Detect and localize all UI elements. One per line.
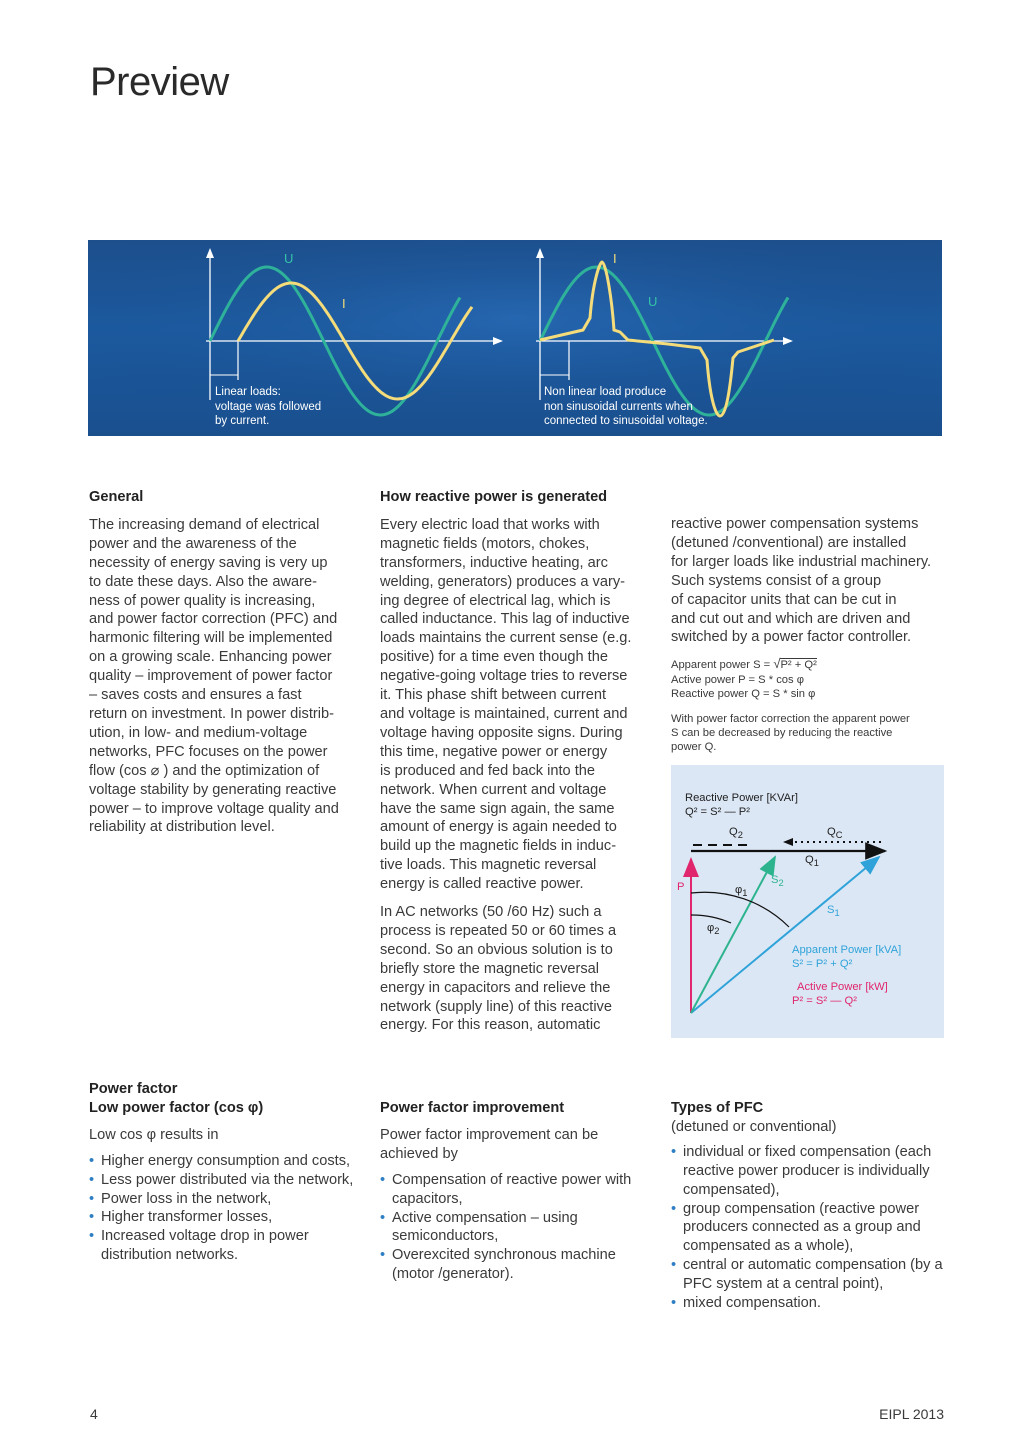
reactive-text-line: second. So an obvious solution is to (380, 941, 613, 958)
reactive-text-line: transformers, inductive heating, arc (380, 554, 608, 571)
types-item: • group compensation (reactive power producers connected as a group and compensated as a whole), (671, 1200, 946, 1257)
pfc-note-line: With power factor correction the apparent power (671, 712, 910, 725)
q1-label: $Q_1$ (805, 854, 819, 869)
s1-label: $S_1$ (827, 904, 840, 919)
left-caption-line: Linear loads: (215, 386, 281, 398)
phi1-label: $\varphi_1$ (735, 884, 748, 899)
compensation-text-line: and cut out and which are driven and (671, 610, 911, 627)
power-triangle-diagram (671, 765, 944, 1038)
compensation-text-line: of capacitor units that can be cut in (671, 591, 897, 608)
reactive-text-line: called inductance. This lag of inductive (380, 611, 630, 628)
general-text-line: ution, in low- and medium-voltage (89, 724, 308, 741)
reactive-text-line: ing degree of electrical lag, which is (380, 592, 611, 609)
page-title: Preview (90, 60, 229, 104)
reactive-text-line: voltage having opposite signs. During (380, 724, 623, 741)
reactive-text-line: loads maintains the current sense (e.g. (380, 630, 632, 647)
power-factor-item: • Higher energy consumption and costs, (89, 1152, 364, 1171)
general-heading: General (89, 489, 144, 505)
reactive-text-line: energy in capacitors and relieve the (380, 979, 611, 996)
right-caption (544, 385, 708, 429)
reactive-text-line: In AC networks (50 /60 Hz) such a (380, 904, 602, 921)
formula-reactive: Reactive power Q = S * sin φ (671, 688, 816, 701)
compensation-section (671, 515, 956, 755)
compensation-text-line: reactive power compensation systems (671, 516, 919, 532)
general-text-line: voltage stability by generating reactive (89, 781, 337, 798)
compensation-text-line: (detuned /conventional) are installed (671, 534, 907, 551)
power-factor-item: • Less power distributed via the network, (89, 1171, 364, 1190)
reactive-section (380, 488, 655, 1035)
power-factor-section (89, 1080, 364, 1265)
reactive-text-line: have the same sign again, the same (380, 800, 615, 817)
power-formulas (671, 657, 956, 701)
reactive-text-line: this time, negative power or energy (380, 743, 608, 760)
right-caption-line: Non linear load produce (544, 386, 667, 398)
reactive-text-line: build up the magnetic fields in induc- (380, 838, 617, 855)
reactive-text-line: and voltage is maintained, current and (380, 705, 628, 722)
general-text-line: power – to improve voltage quality and (89, 800, 339, 817)
reactive-power-title: Reactive Power [KVAr] (685, 792, 798, 804)
left-u-label: U (284, 251, 294, 266)
general-text-line: ness of power quality is increasing, (89, 592, 316, 609)
general-text-line: reliability at distribution level. (89, 819, 275, 836)
page-number: 4 (90, 1406, 98, 1422)
compensation-text-line: Such systems consist of a group (671, 572, 882, 589)
general-text-line: and power factor correction (PFC) and (89, 611, 338, 628)
pfc-note-line: S can be decreased by reducing the reactive (671, 726, 893, 739)
reactive-text-line: energy is called reactive power. (380, 876, 584, 893)
types-subheading: (detuned or conventional) (671, 1118, 837, 1135)
general-text-line: to date these days. Also the aware- (89, 573, 317, 590)
reactive-text-line: briefly store the magnetic reversal (380, 960, 599, 977)
formula-apparent: Apparent power S = √P² + Q² (671, 656, 817, 672)
reactive-heading: How reactive power is generated (380, 489, 608, 505)
left-caption-line: by current. (215, 415, 270, 427)
general-text-line: – saves costs and ensures a fast (89, 687, 302, 704)
left-caption-line: voltage was followed (215, 400, 322, 413)
pfc-note (671, 712, 956, 755)
types-item: • individual or fixed compensation (each reactive power producer is individually compensated), (671, 1143, 946, 1200)
power-factor-intro: Low cos φ results in (89, 1126, 219, 1143)
improvement-item: • Compensation of reactive power with capacitors, (380, 1171, 655, 1209)
pfc-note-line: power Q. (671, 741, 717, 754)
apparent-power-title: Apparent Power [kVA] (792, 944, 902, 956)
s2-arrow (691, 857, 775, 1013)
general-text-line: quality – improvement of power factor (89, 668, 333, 685)
reactive-text-line: magnetic fields (motors, chokes, (380, 535, 590, 552)
power-factor-list (89, 1152, 364, 1265)
active-power-title: Active Power [kW] (797, 981, 888, 993)
left-caption (215, 385, 321, 429)
p-label: P (677, 881, 685, 893)
improvement-item: • Active compensation – using semiconductors, (380, 1209, 655, 1247)
active-power-formula: P² = S² — Q² (792, 995, 857, 1007)
power-factor-item: • Increased voltage drop in power distribution networks. (89, 1227, 364, 1265)
general-text-line: flow (cos ⌀ ) and the optimization of (89, 762, 320, 779)
right-caption-line: connected to sinusoidal voltage. (544, 415, 708, 427)
compensation-text-line: switched by a power factor controller. (671, 629, 912, 646)
general-text-line: harmonic filtering will be implemented (89, 630, 333, 647)
power-factor-item: • Higher transformer losses, (89, 1208, 364, 1227)
q2-label: $Q_2$ (729, 826, 743, 841)
improvement-section (380, 1099, 655, 1284)
reactive-paragraph-2 (380, 903, 655, 1035)
left-i-label: I (342, 296, 346, 311)
types-item: • central or automatic compensation (by a PFC system at a central point), (671, 1256, 946, 1294)
types-heading: Types of PFC (671, 1100, 764, 1116)
reactive-text-line: network. When current and voltage (380, 781, 607, 798)
general-text-line: return on investment. In power distrib- (89, 705, 334, 722)
types-list (671, 1143, 946, 1313)
reactive-text-line: network (supply line) of this reactive (380, 998, 612, 1015)
general-section (89, 488, 364, 837)
reactive-text-line: positive) for a time even though the (380, 649, 608, 666)
improvement-list (380, 1171, 655, 1284)
reactive-text-line: amount of energy is again needed to (380, 819, 617, 836)
reactive-text-line: welding, generators) produces a vary- (380, 573, 625, 590)
reactive-power-formula: Q² = S² — P² (685, 806, 750, 818)
formula-active: Active power P = S * cos φ (671, 673, 804, 686)
reactive-text-line: tive loads. This magnetic reversal (380, 857, 597, 874)
reactive-text-line: is produced and fed back into the (380, 762, 596, 779)
general-text-line: power and the awareness of the (89, 535, 297, 552)
reactive-text-line: Every electric load that works with (380, 516, 600, 533)
general-text-line: The increasing demand of electrical (89, 516, 320, 533)
improvement-intro: Power factor improvement can be achieved by (380, 1126, 599, 1162)
low-power-factor-heading: Low power factor (cos φ) (89, 1099, 264, 1116)
right-i-label: I (613, 251, 617, 266)
footer-brand: EIPL 2013 (879, 1406, 944, 1422)
general-body (89, 516, 364, 837)
reactive-paragraph-1 (380, 516, 655, 894)
qc-label: $Q_C$ (827, 826, 843, 841)
general-text-line: on a growing scale. Enhancing power (89, 649, 332, 666)
phi2-label: $\varphi_2$ (707, 922, 720, 937)
power-factor-heading: Power factor (89, 1081, 178, 1097)
compensation-text-line: for larger loads like industrial machinery. (671, 553, 932, 570)
waveform-banner (88, 240, 942, 436)
right-u-label: U (648, 294, 658, 309)
power-factor-item: • Power loss in the network, (89, 1190, 364, 1209)
compensation-paragraph (671, 515, 956, 647)
reactive-text-line: process is repeated 50 or 60 times a (380, 922, 617, 939)
improvement-heading: Power factor improvement (380, 1100, 565, 1116)
right-caption-line: non sinusoidal currents when (544, 400, 693, 413)
general-text-line: networks, PFC focuses on the power (89, 743, 328, 760)
types-section (671, 1099, 946, 1313)
types-item: • mixed compensation. (671, 1294, 946, 1313)
general-text-line: necessity of energy saving is very up (89, 554, 328, 571)
improvement-item: • Overexcited synchronous machine (motor /generator). (380, 1246, 655, 1284)
apparent-power-formula: S² = P² + Q² (792, 958, 853, 970)
s2-label: $S_2$ (771, 874, 784, 889)
reactive-text-line: negative-going voltage tries to reverse (380, 668, 628, 685)
reactive-text-line: it. This phase shift between current (380, 687, 607, 704)
reactive-text-line: energy. For this reason, automatic (380, 1017, 601, 1034)
